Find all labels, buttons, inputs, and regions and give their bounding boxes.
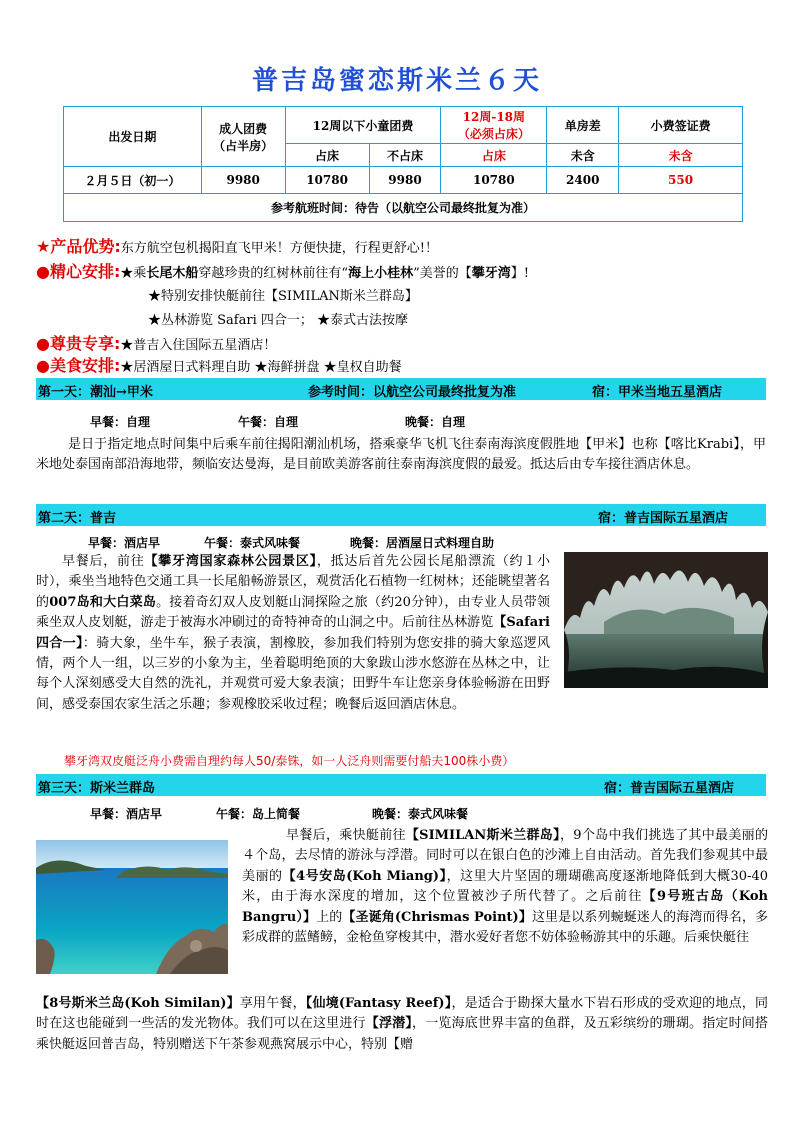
header-adult-fee: 成人团费 （占半房） (201, 107, 285, 167)
day1-breakfast: 早餐：自理 (90, 415, 151, 429)
food-line: ●美食安排:★居酒屋日式料理自助 ★海鲜拼盘 ★皇权自助餐 (36, 356, 402, 375)
arrange-line: ●精心安排:★乘长尾木船穿越珍贵的红树林前往有“海上小桂林”美誉的【攀牙湾】! (36, 262, 529, 281)
price-table (63, 106, 743, 222)
day3-text-bottom: 【8号斯米兰岛(Koh Similan)】享用午餐，【仙境(Fantasy Reef)】，是适合于勘探大量水下岩石形成的受欢迎的地点，同时在这也能碰到一些活的发光物体。我们可以在这里进行【浮潜】，一览海底世界丰富的鱼群，及五彩缤纷的珊瑚。指定时间搭乘快艇返回普吉岛，特别赠送下午茶参观燕窝展示中心，特别【赠 (36, 996, 768, 1052)
day1-lunch: 午餐：自理 (238, 415, 299, 429)
header-single-excluded: 未含 (547, 144, 619, 167)
page-title: 普吉岛蜜恋斯米兰６天 (251, 66, 542, 96)
header-teen-fee: 12周-18周 （必须占床） (441, 107, 547, 144)
day1-text: 是日于指定地点时间集中后乘车前往揭阳潮汕机场，搭乘豪华飞机飞往泰南海滨度假胜地【甲米】也称【喀比Krabi】，甲米地处泰国南部沿海地带，频临安达曼海，是目前欧美游客前往泰南海滨度假的最爱。抵达后由专车接往酒店休息。 (36, 437, 766, 473)
header-child-nobed: 不占床 (369, 144, 441, 167)
day3-header: 第三天：斯米兰群岛 宿：普吉国际五星酒店 (36, 774, 766, 796)
header-child-fee: 12周以下小童团费 (285, 107, 441, 144)
day2-header: 第二天：普吉 宿：普吉国际五星酒店 (36, 504, 766, 526)
row-child-bed-price: 10780 (285, 167, 369, 194)
day1-dinner: 晚餐：自理 (405, 415, 466, 429)
advantage-line: ★产品优势:东方航空包机揭阳直飞甲米！方便快捷，行程更舒心!！ (36, 237, 438, 256)
header-single-room: 单房差 (547, 107, 619, 144)
cave-photo (564, 552, 768, 688)
day3-dinner: 晚餐：泰式风味餐 (372, 807, 469, 821)
flight-note: 参考航班时间：待告（以航空公司最终批复为准） (64, 194, 743, 222)
row-single-price: 2400 (547, 167, 619, 194)
row-visa-price: 550 (619, 167, 743, 194)
header-visa-excluded: 未含 (619, 144, 743, 167)
header-visa-tip: 小费签证费 (619, 107, 743, 144)
arrange-safari: ★丛林游览 Safari 四合一； ★泰式古法按摩 (148, 313, 408, 328)
similan-photo (36, 840, 228, 974)
row-date: ２月５日（初一） (64, 167, 202, 194)
day1-header: 第一天：潮汕→甲米 参考时间：以航空公司最终批复为准 宿：甲米当地五星酒店 (36, 378, 766, 400)
row-teen-bed-price: 10780 (441, 167, 547, 194)
day2-text: 早餐后，前往【攀牙湾国家森林公园景区】，抵达后首先公园长尾船漂流（约１小时），乘坐当地特色交通工具一长尾船畅游景区，观赏活化石植物一红树林；还能眺望著名的007岛和大白菜岛。接着奇幻双人皮划艇山洞探险之旅（约20分钟），由专业人员带领乘坐双人皮划艇，游走于被海水冲刷过的奇特神奇的山洞之中。后前往丛林游览【Safari 四合一】：骑大象，坐牛车，猴子表演，割橡胶，参加我们特别为您安排的骑大象巡逻风情，两个人一组，以三岁的小象为主，坐着聪明绝顶的大象跋山涉水悠游在丛林之中，让每个人深刻感受大自然的洗礼，并观赏可爱大象表演；田野牛车让您亲身体验畅游在田野间，感受泰国农家生活之乐趣；参观橡胶采收过程；晚餐后返回酒店休息。 (36, 554, 550, 712)
header-child-bed: 占床 (285, 144, 369, 167)
day3-text-top: 早餐后，乘快艇前往【SIMILAN斯米兰群岛】，9个岛中我们挑选了其中最美丽的４个岛，去尽情的游泳与浮潜。同时可以在银白色的沙滩上自由活动。首先我们参观其中最美丽的【4号安岛(Koh Miang)】，这里大片坚固的珊瑚礁高度逐渐地降低到大概30-40米，由于海水深度的增加，这个位置被沙子所代替了。之后前往【9号班古岛（Koh Bangru）】上的【圣诞角(Chrismas Point)】这里是以系列蜿蜒迷人的海湾而得名，多彩成群的蓝鳍鳑，金枪鱼穿梭其中，潜水爱好者您不妨体验畅游其中的乐趣。后乘快艇往 (242, 828, 768, 946)
day3-lunch: 午餐：岛上简餐 (216, 807, 301, 821)
row-child-nobed-price: 9980 (369, 167, 441, 194)
day2-dinner: 晚餐：居酒屋日式料理自助 (350, 536, 495, 550)
header-teen-bed: 占床 (441, 144, 547, 167)
header-depart-date: 出发日期 (64, 107, 202, 167)
row-adult-price: 9980 (201, 167, 285, 194)
arrange-similan: ★特别安排快艇前往【SIMILAN斯米兰群岛】 (148, 289, 418, 304)
day2-breakfast: 早餐：酒店早 (88, 536, 161, 550)
day2-tip-note: 攀牙湾双皮艇泛舟小费需自理约每人50/泰铢，如一人泛舟则需要付船夫100株小费） (64, 754, 515, 768)
vip-line: ●尊贵专享:★普吉入住国际五星酒店！ (36, 334, 277, 353)
day2-lunch: 午餐：泰式风味餐 (204, 536, 301, 550)
day3-breakfast: 早餐：酒店早 (90, 807, 163, 821)
